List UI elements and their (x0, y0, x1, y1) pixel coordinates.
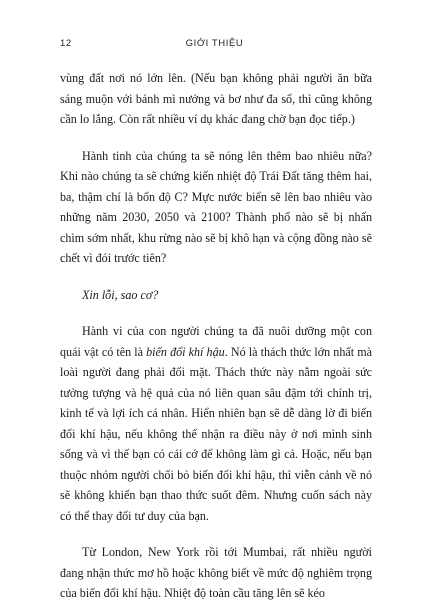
emphasis-term: biến đổi khí hậu (146, 344, 225, 359)
page-header (60, 38, 369, 52)
paragraph-climate-monster (60, 321, 372, 526)
body-text (60, 68, 372, 604)
running-title: GIỚI THIỆU (185, 38, 244, 49)
text-run: Hành vi của con người chúng ta đã nuôi dưỡng một con quái vật có tên là (60, 324, 372, 359)
page-number: 12 (60, 38, 72, 49)
paragraph-cities: Từ London, New York rồi tới Mumbai, rất nhiều người đang nhận thức mơ hồ hoặc không biết về mức độ nghiêm trọng của biến đổi khí hậu. Nhiệt độ toàn cầu tăng lên sẽ kéo (60, 545, 372, 600)
paragraph-questions: Hành tinh của chúng ta sẽ nóng lên thêm bao nhiêu nữa? Khi nào chúng ta sẽ chứng kiến nhiệt độ Trái Đất tăng thêm hai, ba, thậm chí là bốn độ C? Mực nước biển sẽ lên bao nhiêu vào những năm 2030, 2050 và 2100? Thành phố nào sẽ bị nhấn chìm sớm nhất, khu rừng nào sẽ bị khô hạn và cộng đồng nào sẽ chết vì đói trước tiên? (60, 148, 372, 265)
text-run: . Nó là thách thức lớn nhất mà loài người đang phải đối mặt. Thách thức này nằm ngoài sức tưởng tượng và hệ quả của nó liên quan sâu đậm tới chính trị, kinh tế và lợi ích cá nhân. Hiển nhiên bạn sẽ dễ dàng lờ đi biến đổi khí hậu, nếu không thể nhận ra điều này ở nơi mình sinh sống và vì thế bạn có cái cớ để không làm gì cả. Hoặc, nếu bạn thuộc nhóm người chối bỏ biến đổi khí hậu, thì viễn cảnh về nó sẽ không khiến bạn thao thức suốt đêm. Nhưng cuốn sách này có thể thay đổi tư duy của bạn. (60, 344, 372, 523)
paragraph-continuation: vùng đất nơi nó lớn lên. (Nếu bạn không phải người ăn bữa sáng muộn với bánh mì nướng và bơ như đa số, thì cũng không cần lo lắng. Còn rất nhiều ví dụ khác đang chờ bạn đọc tiếp.) (60, 71, 372, 126)
paragraph-exclamation: Xin lỗi, sao cơ? (82, 287, 159, 302)
